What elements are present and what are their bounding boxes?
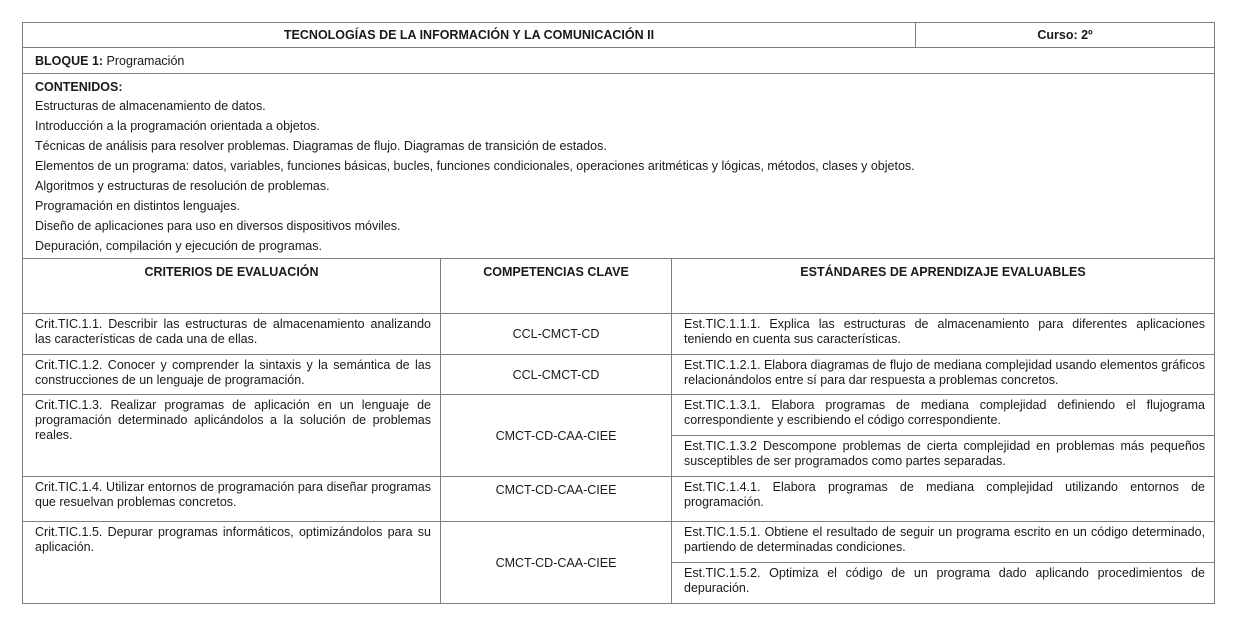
competences-cell: CCL-CMCT-CD [441, 314, 672, 355]
criteria-column-header: CRITERIOS DE EVALUACIÓN [23, 259, 441, 314]
criteria-table [22, 258, 1215, 604]
contents-item: Programación en distintos lenguajes. [35, 199, 240, 213]
bloque-label: BLOQUE 1: [35, 53, 104, 68]
course-label: Curso: 2º [916, 23, 1215, 48]
subject-title: TECNOLOGÍAS DE LA INFORMACIÓN Y LA COMUNICACIÓN II [23, 23, 916, 48]
contents-item: Depuración, compilación y ejecución de programas. [35, 239, 322, 253]
criterion-cell: Crit.TIC.1.1. Describir las estructuras de almacenamiento analizando las características de cada una de ellas. [23, 314, 441, 355]
standard-cell: Est.TIC.1.5.2. Optimiza el código de un programa dado aplicando procedimientos de depuración. [672, 563, 1215, 604]
competences-cell: CMCT-CD-CAA-CIEE [441, 522, 672, 604]
contents-section [23, 74, 1215, 259]
table-row [23, 314, 1215, 355]
criterion-cell: Crit.TIC.1.2. Conocer y comprender la sintaxis y la semántica de las construcciones de un lenguaje de programación. [23, 355, 441, 395]
standard-cell: Est.TIC.1.3.1. Elabora programas de mediana complejidad definiendo el flujograma correspondiente y escribiendo el código correspondiente. [672, 395, 1215, 436]
curriculum-document [22, 22, 1214, 604]
competences-cell: CMCT-CD-CAA-CIEE [441, 395, 672, 477]
bloque-name: Programación [103, 53, 185, 68]
contents-item: Introducción a la programación orientada a objetos. [35, 119, 320, 133]
criterion-cell: Crit.TIC.1.5. Depurar programas informáticos, optimizándolos para su aplicación. [23, 522, 441, 604]
contents-item: Técnicas de análisis para resolver problemas. Diagramas de flujo. Diagramas de transición de estados. [35, 139, 607, 153]
table-row [23, 395, 1215, 436]
contents-row [23, 74, 1215, 259]
table-row [23, 522, 1215, 563]
standard-cell: Est.TIC.1.4.1. Elabora programas de mediana complejidad utilizando entornos de programación. [672, 477, 1215, 522]
contents-heading: CONTENIDOS: [35, 80, 123, 94]
criterion-cell: Crit.TIC.1.3. Realizar programas de aplicación en un lenguaje de programación determinado aplicándolos a la solución de problemas reales. [23, 395, 441, 477]
contents-item: Elementos de un programa: datos, variables, funciones básicas, bucles, funciones condicionales, operaciones aritméticas y lógicas, métodos, clases y objetos. [35, 159, 915, 173]
criteria-header-row [23, 259, 1215, 314]
bloque-row [23, 48, 1215, 74]
standard-cell: Est.TIC.1.5.1. Obtiene el resultado de seguir un programa escrito en un código determinado, partiendo de determinadas condiciones. [672, 522, 1215, 563]
table-row [23, 355, 1215, 395]
table-row [23, 477, 1215, 522]
competences-column-header: COMPETENCIAS CLAVE [441, 259, 672, 314]
contents-item: Estructuras de almacenamiento de datos. [35, 99, 266, 113]
standard-cell: Est.TIC.1.2.1. Elabora diagramas de flujo de mediana complejidad usando elementos gráficos relacionándolos entre sí para dar respuesta a problemas concretos. [672, 355, 1215, 395]
competences-cell: CCL-CMCT-CD [441, 355, 672, 395]
competences-cell: CMCT-CD-CAA-CIEE [441, 477, 672, 522]
standards-column-header: ESTÁNDARES DE APRENDIZAJE EVALUABLES [672, 259, 1215, 314]
criterion-cell: Crit.TIC.1.4. Utilizar entornos de programación para diseñar programas que resuelvan problemas concretos. [23, 477, 441, 522]
curriculum-table [22, 22, 1215, 259]
contents-item: Algoritmos y estructuras de resolución de problemas. [35, 179, 330, 193]
title-row [23, 23, 1215, 48]
standard-cell: Est.TIC.1.1.1. Explica las estructuras de almacenamiento para diferentes aplicaciones teniendo en cuenta sus características. [672, 314, 1215, 355]
contents-item: Diseño de aplicaciones para uso en diversos dispositivos móviles. [35, 219, 401, 233]
standard-cell: Est.TIC.1.3.2 Descompone problemas de cierta complejidad en problemas más pequeños susceptibles de ser programados como partes separadas. [672, 436, 1215, 477]
